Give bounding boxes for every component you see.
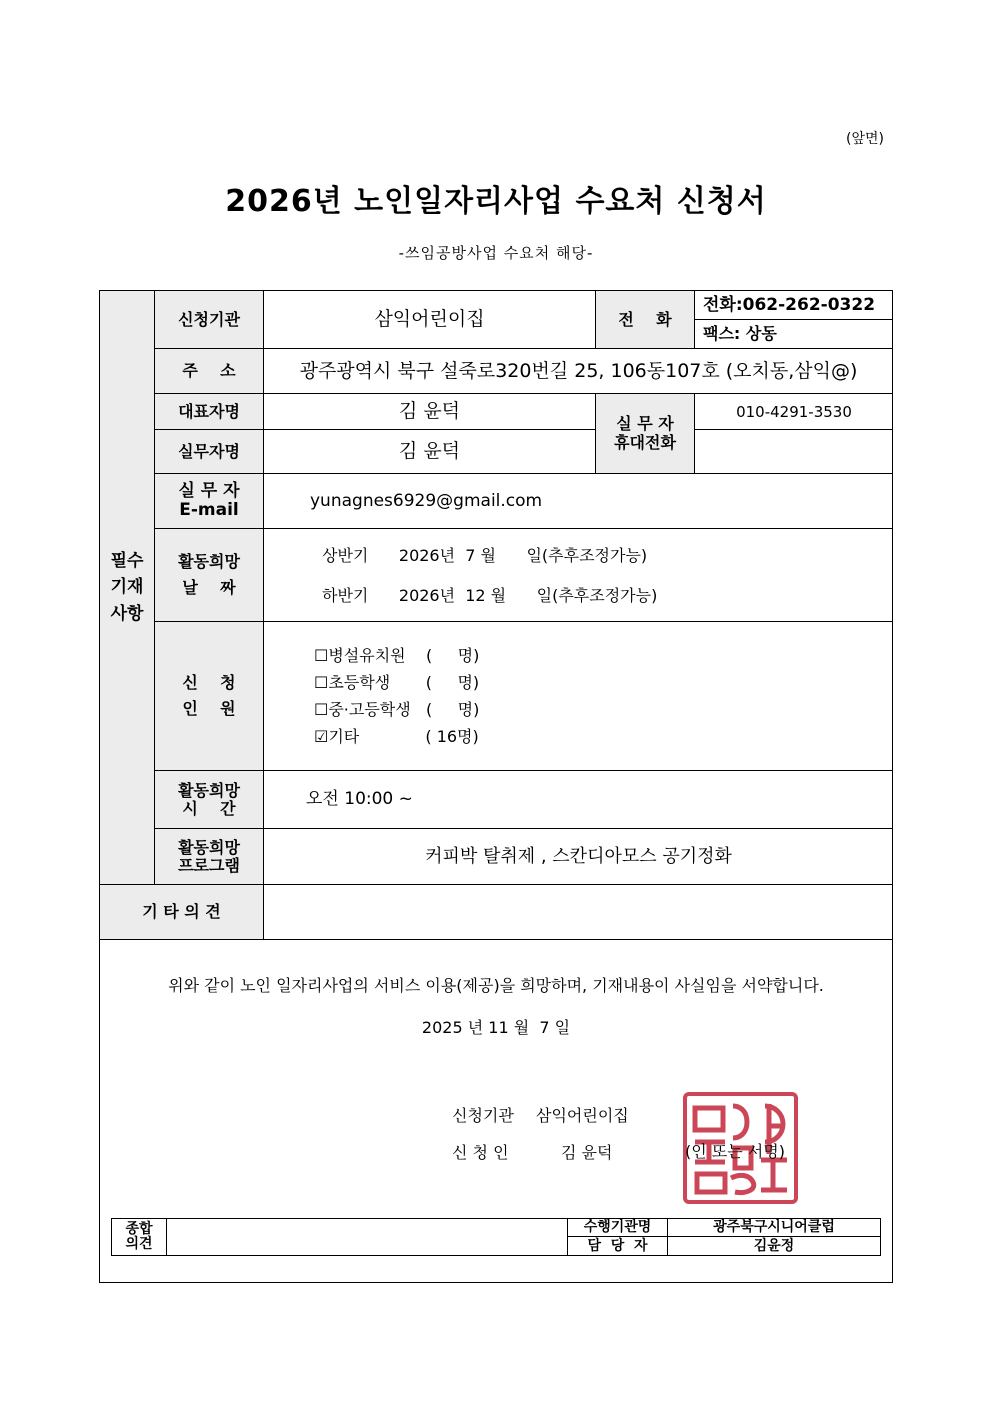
required-label-line1: 필수 [110,550,144,571]
representative-label: 대표자명 [155,394,264,430]
applicants-label-line1: 신 청 [182,672,236,692]
document-title: 2026년 노인일자리사업 수요처 신청서 [225,184,767,219]
declaration-text: 위와 같이 노인 일자리사업의 서비스 이용(제공)을 희망하며, 기재내용이 사실임을 서약합니다. [168,976,824,995]
agency-label: 수행기관명 [568,1219,668,1237]
signature-person-value: 김 윤덕 [561,1143,613,1162]
applicant-option-kindergarten: ☐병설유치원 ( 명) [314,646,480,665]
manager-value: 김윤정 [753,1237,795,1254]
activity-time-label-line1: 활동희망 [178,780,240,800]
activity-date-first-half: 상반기 2026년 7 월 일(추후조정가능) [322,546,648,565]
activity-program-label-line2: 프로그램 [178,855,240,875]
activity-time-label [155,771,264,829]
applicant-option-elementary: ☐초등학생 ( 명) [314,673,480,692]
agency-value: 광주북구시니어클럽 [668,1219,880,1237]
staff-email-value: yunagnes6929@gmail.com [264,474,893,529]
seal-or-signature-note: (인 또는 서명) [685,1142,785,1161]
bottom-table [111,1218,881,1256]
phone-label: 전 화 [596,291,695,349]
other-opinion-label: 기 타 의 견 [100,885,264,940]
other-opinion-value [264,885,893,940]
staff-value: 김 윤덕 [264,430,596,474]
staff-email-label [155,474,264,529]
activity-program-value: 커피박 탈취제 , 스칸디아모스 공기정화 [264,829,893,885]
summary-opinion-label [112,1219,167,1255]
activity-date-label-line2: 날 짜 [182,578,236,597]
signature-org-label: 신청기관 [452,1106,514,1125]
activity-date-label [155,529,264,622]
applicants-label-line2: 인 원 [182,699,236,718]
staff-mobile-empty [695,430,893,474]
page-side-label: (앞면) [846,131,884,147]
activity-time-label-line2: 시 간 [182,798,236,818]
fax-number: 팩스: 상동 [695,320,893,349]
staff-mobile-value: 010-4291-3530 [695,394,893,430]
address-value: 광주광역시 북구 설죽로320번길 25, 106동107호 (오치동,삼익@) [264,349,893,394]
required-label-line2: 기재 [110,577,144,598]
required-section-label [100,291,155,885]
staff-mobile-label-line2: 휴대전화 [614,432,676,452]
summary-opinion-value [167,1219,568,1255]
activity-time-value: 오전 10:00 ~ [264,771,893,829]
document-subtitle: -쓰임공방사업 수요처 해당- [398,244,594,262]
staff-label: 실무자명 [155,430,264,474]
applicant-option-secondary: ☐중·고등학생 ( 명) [314,700,480,719]
signature-org-value: 삼익어린이집 [536,1106,629,1125]
summary-label-line1: 종합 [125,1221,153,1238]
phone-number: 전화:062-262-0322 [695,291,893,320]
staff-mobile-label [596,394,695,474]
activity-program-label [155,829,264,885]
summary-label-line2: 의견 [125,1236,153,1252]
applicant-org-label: 신청기관 [155,291,264,349]
declaration-date: 2025 년 11 월 7 일 [421,1018,571,1037]
representative-value: 김 윤덕 [264,394,596,430]
staff-email-label-line2: E-mail [179,500,239,520]
address-label: 주 소 [155,349,264,394]
signature-person-label: 신 청 인 [452,1143,509,1162]
staff-email-label-line1: 실 무 자 [178,481,240,502]
applicant-org-value: 삼익어린이집 [264,291,596,349]
activity-date-second-half: 하반기 2026년 12 월 일(추후조정가능) [322,586,658,605]
activity-program-label-line1: 활동희망 [178,837,240,857]
applicants-label [155,622,264,771]
staff-mobile-label-line1: 실 무 자 [616,414,674,434]
manager-label: 담 당 자 [568,1237,668,1255]
activity-date-label-line1: 활동희망 [178,551,240,571]
required-label-line3: 사항 [110,603,144,624]
applicant-option-other: ☑기타 ( 16명) [314,727,479,746]
